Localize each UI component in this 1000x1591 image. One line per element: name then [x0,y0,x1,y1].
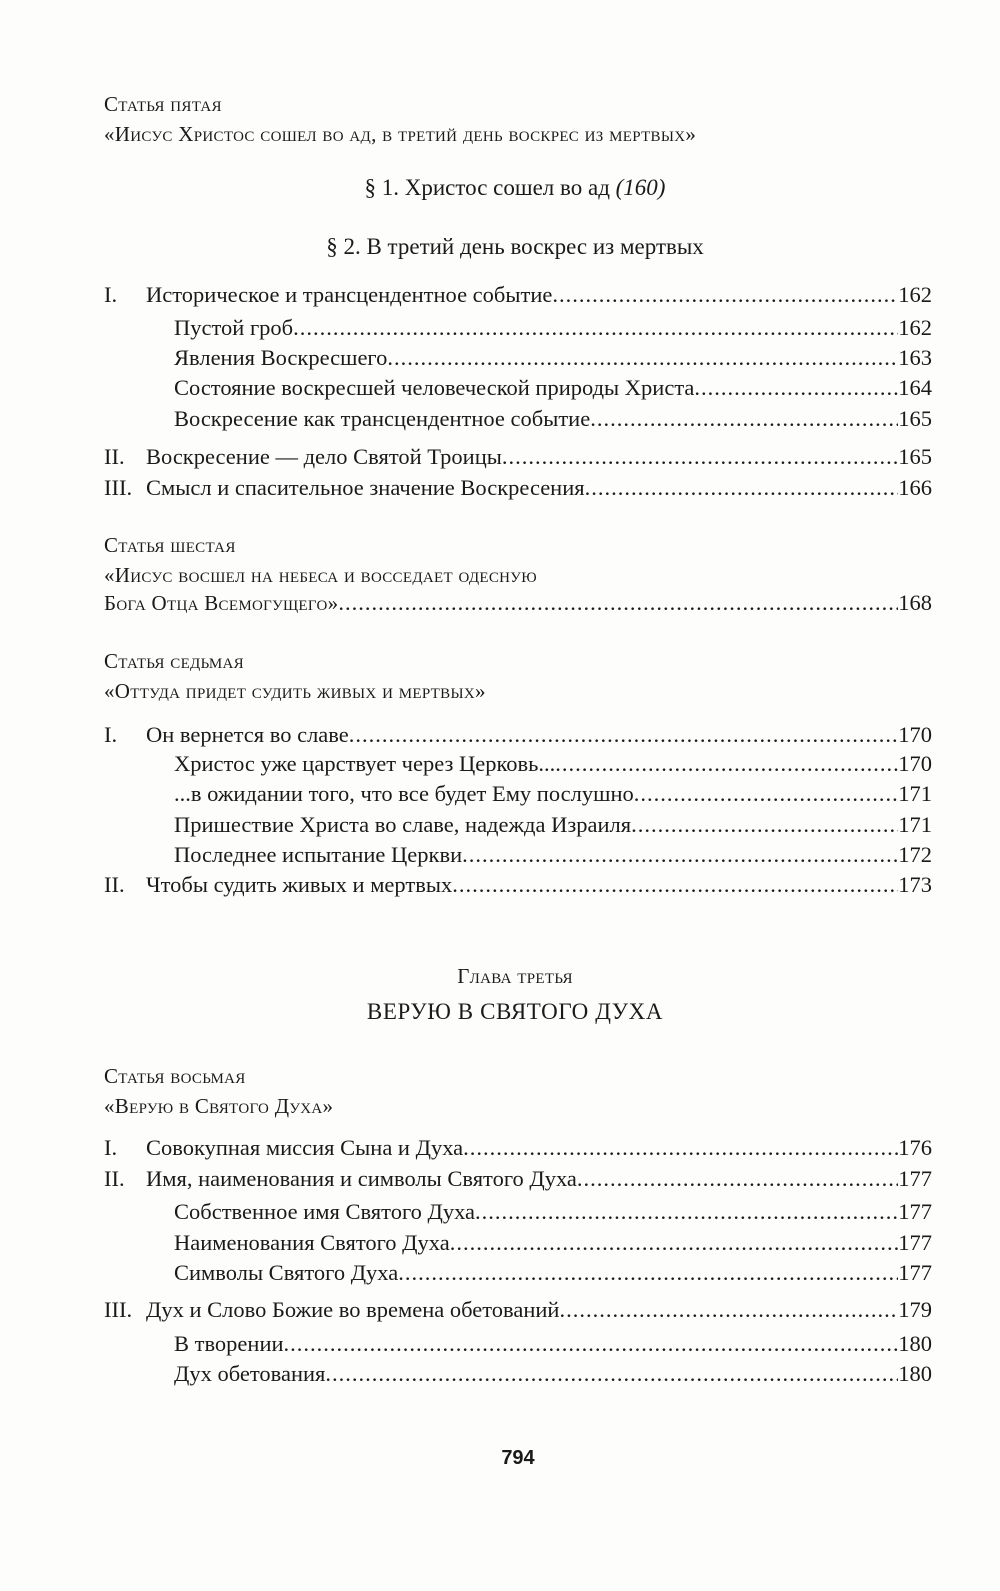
toc-entry-page: 177 [898,1230,932,1255]
toc-entry-title: Пришествие Христа во славе, надежда Израиля [174,812,632,837]
leader-dots [694,373,898,403]
section-heading-page: (160) [615,175,666,200]
leader-dots [502,442,898,472]
toc-entry-number: II. [104,872,125,897]
toc-entry[interactable] [104,1197,932,1227]
toc-entry-title: Воскресение — дело Святой Троицы [146,444,502,469]
leader-dots [555,749,898,779]
toc-entry[interactable] [104,343,932,373]
toc-entry[interactable] [104,1329,932,1359]
toc-entry[interactable] [104,1295,932,1325]
chapter-title: ВЕРУЮ В СВЯТОГО ДУХА [366,999,664,1024]
leader-dots [559,1295,898,1325]
leader-dots [634,779,899,809]
toc-entry-title: Дух и Слово Божие во времена обетований [146,1297,560,1322]
toc-entry-page: 172 [898,842,932,867]
article-title: «Верую в Святого Духа» [104,1094,334,1118]
toc-entry[interactable] [104,779,932,809]
leader-dots [398,1258,898,1288]
toc-entry-number: I. [104,282,118,307]
toc-entry[interactable] [104,1228,932,1258]
article-title: «Оттуда придет судить живых и мертвых» [104,679,486,703]
toc-entry-number: III. [104,475,133,500]
article-label: Статья пятая [104,92,222,116]
toc-entry-title: Христос уже царствует через Церковь... [174,751,556,776]
leader-dots [631,810,898,840]
toc-entry-number: II. [104,1166,125,1191]
article-title: «Иисус Христос сошел во ад, в третий день воскрес из мертвых» [104,122,697,146]
section-heading [0,175,1000,201]
toc-entry-title: Символы Святого Духа [174,1260,399,1285]
toc-entry-page: 177 [898,1166,932,1191]
toc-entry-title: Состояние воскресшей человеческой природы Христа [174,375,695,400]
toc-entry-title: Дух обетования [174,1361,326,1386]
section-heading: § 2. В третий день воскрес из мертвых [326,234,704,259]
leader-dots [577,1164,898,1194]
toc-entry-title: ...в ожидании того, что все будет Ему послушно [174,781,634,806]
toc-entry-title: Чтобы судить живых и мертвых [146,872,453,897]
toc-entry-page: 180 [898,1361,932,1386]
toc-entry-number: II. [104,444,125,469]
leader-dots [293,313,898,343]
toc-entry-page: 179 [898,1297,932,1322]
chapter-label: Глава третья [457,964,573,988]
article-label: Статья шестая [104,533,236,557]
toc-entry-page: 171 [898,781,932,806]
toc-entry[interactable] [104,720,932,750]
toc-entry-page: 177 [898,1260,932,1285]
leader-dots [462,840,898,870]
toc-entry-title: Историческое и трансцендентное событие [146,282,553,307]
toc-entry-page: 171 [898,812,932,837]
leader-dots [585,473,899,503]
toc-entry[interactable] [104,313,932,343]
toc-entry-title: Имя, наименования и символы Святого Духа [146,1166,577,1191]
toc-entry[interactable] [104,810,932,840]
toc-entry-page: 165 [898,406,932,431]
article-title: «Иисус восшел на небеса и восседает одесную [104,563,537,587]
leader-dots [387,343,898,373]
toc-entry[interactable] [104,870,932,900]
toc-entry-page: 180 [898,1331,932,1356]
toc-entry[interactable] [104,1133,932,1163]
toc-entry[interactable] [104,473,932,503]
toc-entry-page: 165 [898,444,932,469]
toc-entry-title: Совокупная миссия Сына и Духа [146,1135,464,1160]
toc-entry[interactable] [104,1164,932,1194]
toc-entry[interactable] [104,442,932,472]
toc-entry-page: 177 [898,1199,932,1224]
toc-entry-title: Наименования Святого Духа [174,1230,450,1255]
toc-entry-title: Смысл и спасительное значение Воскресения [146,475,585,500]
toc-entry-page: 166 [898,475,932,500]
toc-entry[interactable] [104,280,932,310]
toc-entry-page: 168 [898,590,932,615]
toc-entry-title: В творении [174,1331,284,1356]
toc-entry-number: I. [104,722,118,747]
toc-entry[interactable] [104,588,932,618]
leader-dots [349,720,898,750]
toc-entry-page: 173 [898,872,932,897]
leader-dots [452,870,898,900]
leader-dots [450,1228,899,1258]
toc-entry-number: III. [104,1297,133,1322]
leader-dots [590,404,898,434]
toc-entry-page: 163 [898,345,932,370]
leader-dots [284,1329,899,1359]
toc-entry-page: 170 [898,722,932,747]
toc-entry-title: Явления Воскресшего [174,345,388,370]
toc-entry-page: 170 [898,751,932,776]
toc-entry-page: 176 [898,1135,932,1160]
toc-entry-page: 162 [898,282,932,307]
article-label: Статья седьмая [104,649,244,673]
toc-entry[interactable] [104,404,932,434]
toc-entry-title: Собственное имя Святого Духа [174,1199,476,1224]
toc-entry-number: I. [104,1135,118,1160]
toc-entry[interactable] [104,749,932,779]
article-label: Статья восьмая [104,1064,246,1088]
toc-entry-title: Воскресение как трансцендентное событие [174,406,591,431]
leader-dots [463,1133,898,1163]
toc-entry-title: Пустой гроб [174,315,294,340]
toc-entry-page: 162 [898,315,932,340]
toc-entry[interactable] [104,1258,932,1288]
toc-entry-title: Он вернется во славе [146,722,349,747]
section-heading-text: § 1. Христос сошел во ад [364,175,610,200]
toc-entry-page: 164 [898,375,932,400]
leader-dots [325,1359,898,1389]
page-number: 794 [501,1447,535,1469]
toc-entry-title: Последнее испытание Церкви [174,842,463,867]
leader-dots [475,1197,898,1227]
article-title-line2: Бога Отца Всемогущего» [104,591,339,615]
toc-entry[interactable] [104,1359,932,1389]
leader-dots [338,588,898,618]
leader-dots [552,280,898,310]
toc-entry[interactable] [104,373,932,403]
toc-entry[interactable] [104,840,932,870]
